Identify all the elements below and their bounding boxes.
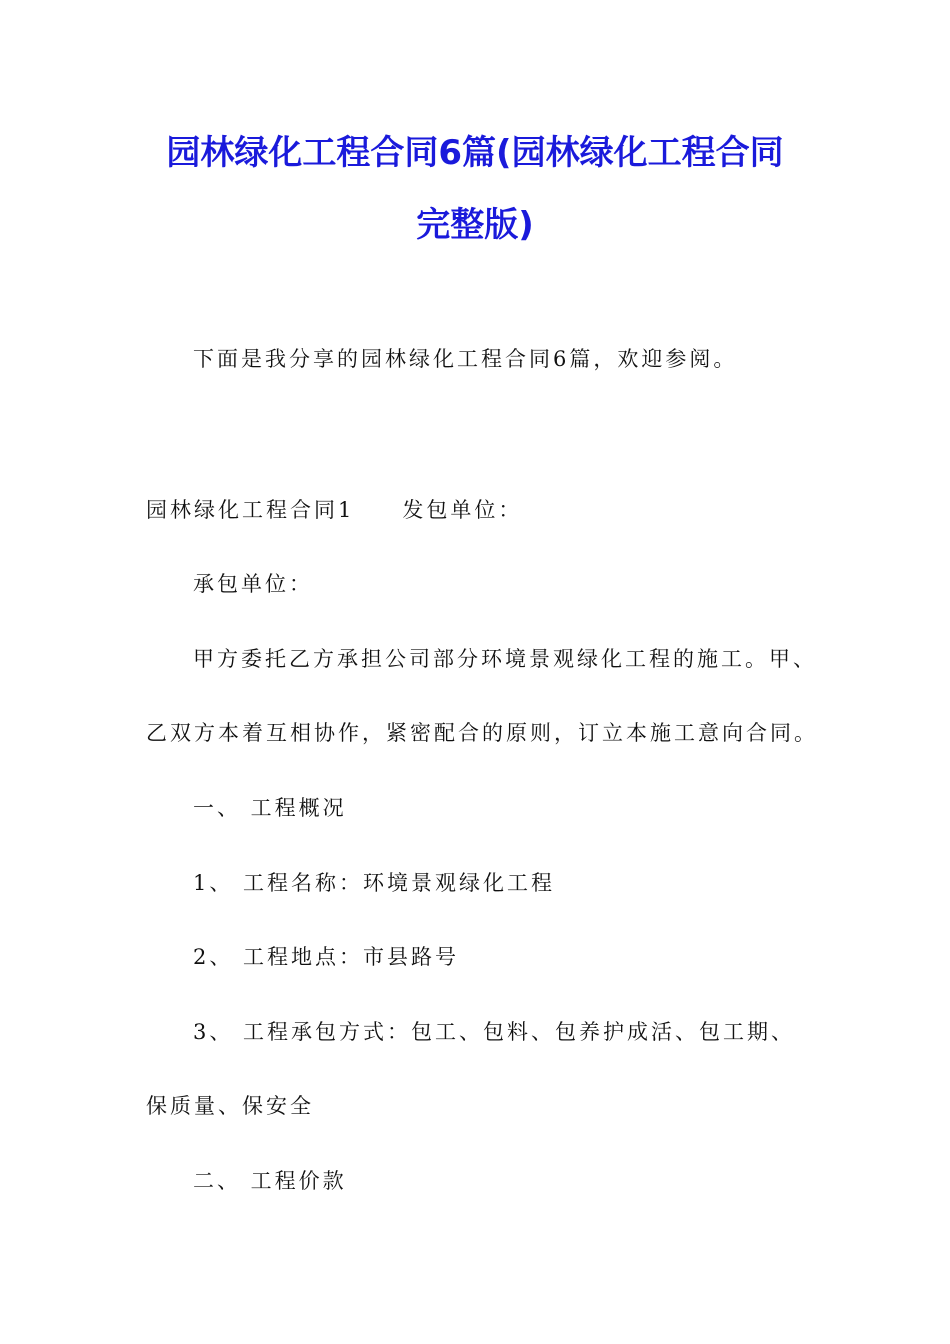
section-1-heading: 一、 工程概况	[193, 796, 347, 820]
document-title-line-2: 完整版)	[416, 205, 534, 245]
contract-heading-line	[146, 496, 522, 524]
item-2: 2、 工程地点：市县路号	[193, 945, 460, 969]
section-2-heading: 二、 工程价款	[193, 1169, 347, 1193]
item-3-line-2: 保质量、保安全	[146, 1094, 314, 1118]
contract-heading: 园林绿化工程合同1	[146, 498, 355, 522]
paragraph-1-line-1: 甲方委托乙方承担公司部分环境景观绿化工程的施工。甲、	[193, 647, 817, 671]
contractor-label: 承包单位：	[193, 572, 313, 596]
item-1: 1、 工程名称：环境景观绿化工程	[193, 871, 556, 895]
employer-label: 发包单位：	[402, 498, 523, 522]
intro-paragraph: 下面是我分享的园林绿化工程合同6篇，欢迎参阅。	[193, 347, 738, 371]
item-3-line-1: 3、 工程承包方式：包工、包料、包养护成活、包工期、	[193, 1020, 796, 1044]
document-title-line-1: 园林绿化工程合同6篇(园林绿化工程合同	[166, 133, 784, 173]
paragraph-1-line-2: 乙双方本着互相协作，紧密配合的原则，订立本施工意向合同。	[146, 721, 818, 745]
